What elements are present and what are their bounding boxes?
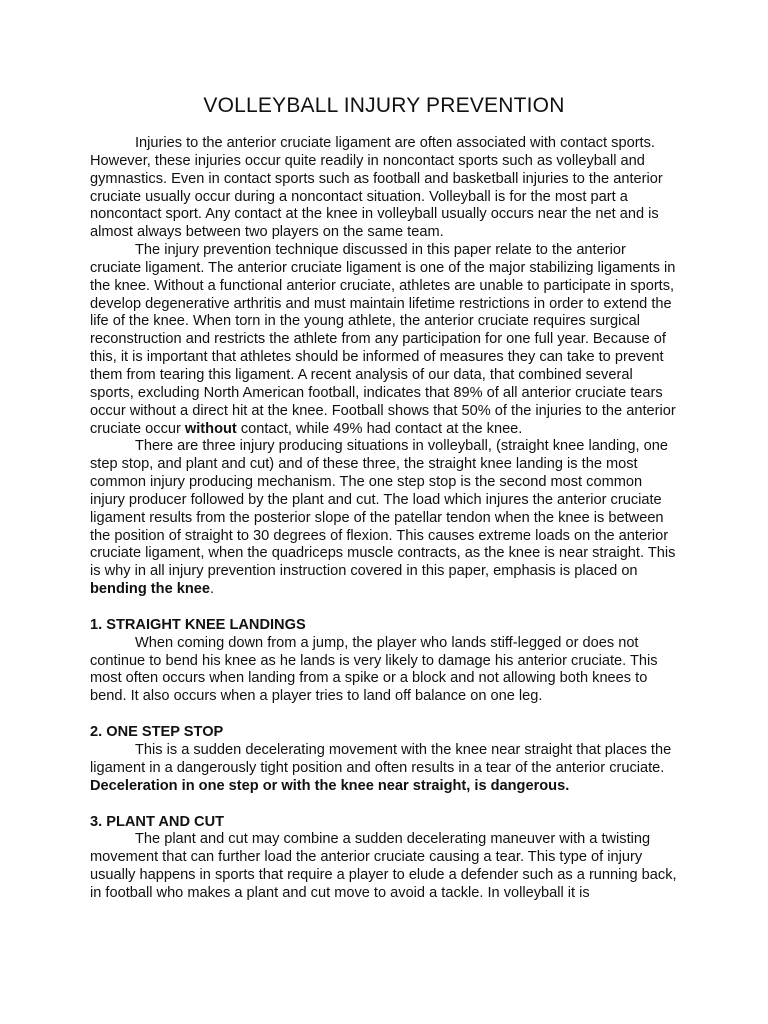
paragraph-3-text: There are three injury producing situations in volleyball, (straight knee landing, one step stop, and plant and cut) and of these three, the straight knee landing is the most common injury producing mechanism. The one step stop is the second most common injury producer followed by the plant and cut. The load which injures the anterior cruciate ligament results from the posterior slope of the patellar tendon when the knee is between the position of straight to 30 degrees of flexion. This causes extreme loads on the anterior cruciate ligament, when the quadriceps muscle contracts, as the knee is near straight. This is why in all injury prevention instruction covered in this paper, emphasis is placed on [90, 438, 676, 580]
section-text-1: When coming down from a jump, the player who lands stiff-legged or does not continue to bend his knee as he lands is very likely to damage his anterior cruciate. This most often occurs when landing from a spike or a block and not allowing both knees to bend. It also occurs when a player tries to land off balance on one leg. [90, 634, 658, 705]
section-gap [90, 599, 680, 617]
paragraph-1: Injuries to the anterior cruciate ligament are often associated with contact sports. However, these injuries occur quite readily in noncontact sports such as volleyball and gymnastics. Even in contact sports such as football and basketball injuries to the anterior cruciate usually occur during a noncontact situation. Volleyball is for the most part a noncontact sport. Any contact at the knee in volleyball usually occurs near the net and is almost always between two players on the same team. [90, 135, 663, 241]
section-heading-1: 1. STRAIGHT KNEE LANDINGS [90, 616, 306, 633]
section-gap [90, 706, 680, 724]
paragraph-3-bold: bending the knee [90, 581, 211, 598]
section-text-2 [90, 742, 680, 796]
paragraph-2-text: The injury prevention technique discussed in this paper relate to the anterior cruciate ligament. The anterior cruciate ligament is one of the major stabilizing ligaments in the knee. Without a functional anterior cruciate, athletes are unable to participate in sports, develop degenerative arthritis and must maintain lifetime restrictions in order to extend the life of the knee. When torn in the young athlete, the anterior cruciate requires surgical reconstruction and restricts the athlete from any participation for one full year. Because of this, it is important that athletes should be informed of measures they can take to prevent them from tearing this ligament. A recent analysis of our data, that combined several sports, excluding North American football, indicates that 89% of all anterior cruciate tears occur without a direct hit at the knee. Football shows that 50% of the injuries to the anterior cruciate occur [90, 242, 676, 437]
paragraph-2 [90, 242, 680, 438]
section-text-2-bold: Deceleration in one step or with the knee near straight, is dangerous. [90, 777, 570, 794]
document-body [90, 135, 680, 903]
section-heading-3: 3. PLANT AND CUT [90, 813, 225, 830]
section-text-3: The plant and cut may combine a sudden decelerating maneuver with a twisting movement that can further load the anterior cruciate causing a tear. This type of injury usually happens in sports that require a player to elude a defender such as a running back, in football who makes a plant and cut move to avoid a tackle. In volleyball it is [90, 831, 677, 901]
document-title: VOLLEYBALL INJURY PREVENTION [203, 94, 565, 117]
paragraph-3 [90, 438, 680, 599]
section-gap [90, 796, 680, 814]
paragraph-2-tail: contact, while 49% had contact at the knee. [236, 420, 523, 437]
paragraph-3-tail: . [210, 581, 215, 598]
section-heading-2: 2. ONE STEP STOP [90, 724, 224, 741]
section-text-2-body: This is a sudden decelerating movement with the knee near straight that places the ligament in a dangerously tight position and often results in a tear of the anterior cruciate. [90, 742, 672, 776]
paragraph-2-bold: without [184, 420, 237, 437]
